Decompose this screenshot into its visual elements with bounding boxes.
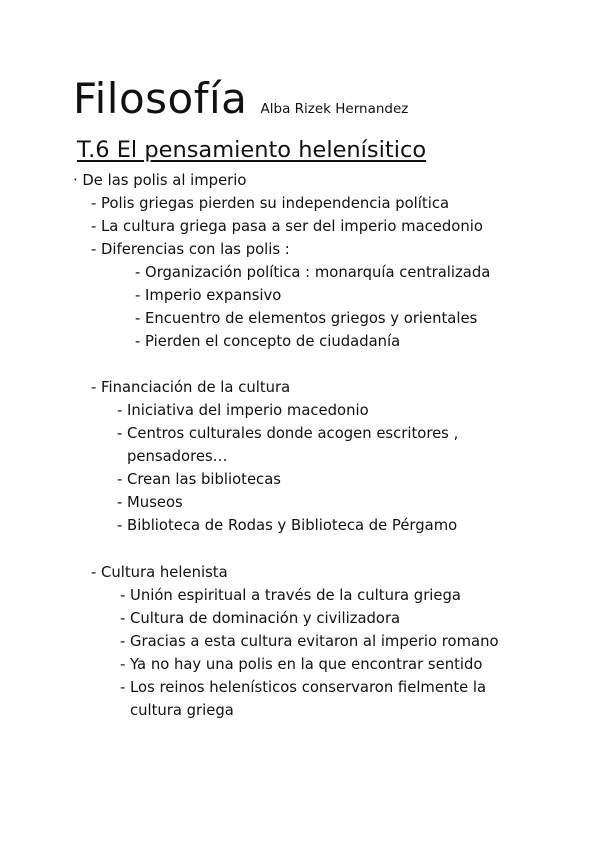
- sub-list-item: - Los reinos helenísticos conservaron fielmente la: [120, 679, 487, 696]
- sub-list-item: - Centros culturales donde acogen escritores ,: [117, 425, 459, 442]
- list-item: - Polis griegas pierden su independencia política: [91, 195, 450, 212]
- sub-list-item: - Imperio expansivo: [135, 287, 282, 304]
- list-item: - Diferencias con las polis :: [91, 241, 290, 258]
- sub-list-item: - Crean las bibliotecas: [117, 471, 281, 488]
- author-name: Alba Rizek Hernandez: [260, 101, 409, 117]
- sub-list-item-continuation: cultura griega: [130, 702, 234, 719]
- list-item: - La cultura griega pasa a ser del imperio macedonio: [91, 218, 483, 235]
- topic-heading: T.6 El pensamiento helenísitico: [77, 137, 427, 163]
- sub-list-item: - Unión espiritual a través de la cultura griega: [120, 587, 461, 604]
- sub-list-item: - Cultura de dominación y civilizadora: [120, 610, 401, 627]
- sub-list-item: - Biblioteca de Rodas y Biblioteca de Pérgamo: [117, 517, 458, 534]
- sub-list-item: - Iniciativa del imperio macedonio: [117, 402, 369, 419]
- sub-list-item: - Gracias a esta cultura evitaron al imperio romano: [120, 633, 499, 650]
- section-heading: · De las polis al imperio: [73, 172, 247, 189]
- sub-list-item: - Ya no hay una polis en la que encontrar sentido: [120, 656, 483, 673]
- list-item: - Cultura helenista: [91, 564, 228, 581]
- title-row: [73, 74, 408, 123]
- sub-list-item: - Museos: [117, 494, 183, 511]
- sub-list-item: - Encuentro de elementos griegos y orientales: [135, 310, 478, 327]
- sub-list-item: - Organización política : monarquía centralizada: [135, 264, 491, 281]
- sub-list-item: - Pierden el concepto de ciudadanía: [135, 333, 401, 350]
- list-item: - Financiación de la cultura: [91, 379, 291, 396]
- sub-list-item-continuation: pensadores…: [127, 448, 228, 465]
- page-title: Filosofía: [73, 74, 248, 123]
